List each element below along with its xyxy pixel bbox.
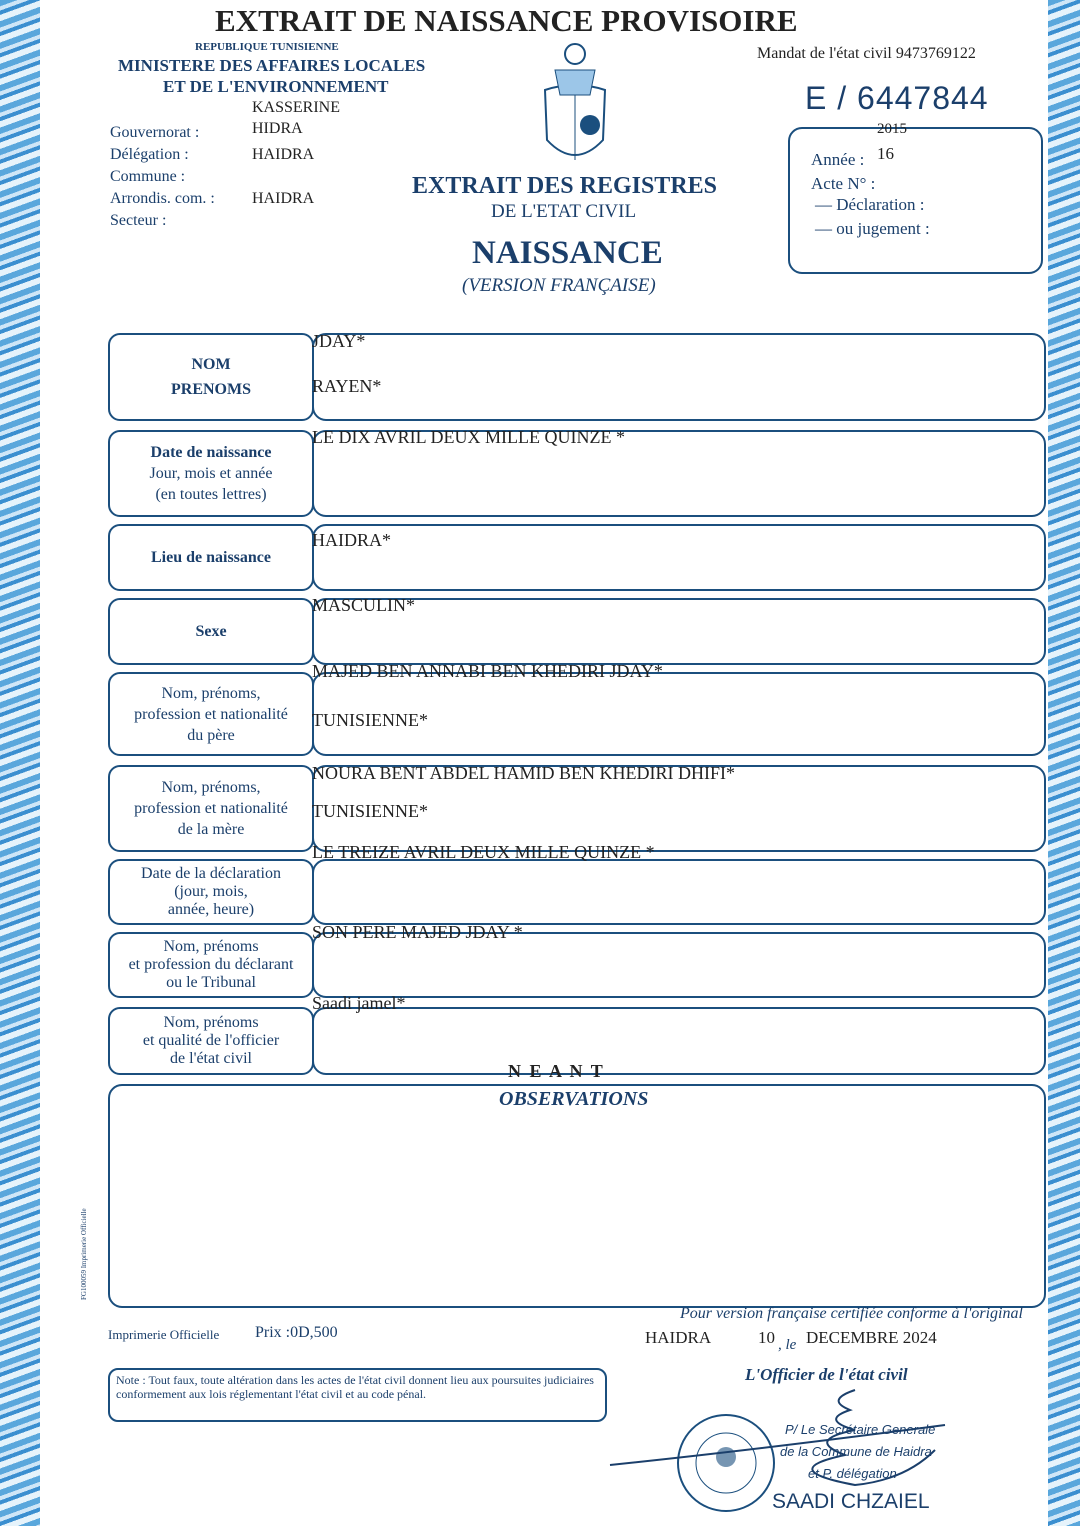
title-naissance: NAISSANCE: [472, 235, 663, 271]
date-day: 10: [758, 1328, 775, 1347]
gouvernorat-value: KASSERINE: [252, 99, 341, 116]
label-line: du père: [187, 726, 235, 744]
sexe-value: MASCULIN*: [312, 595, 416, 615]
observations-title: OBSERVATIONS: [499, 1088, 649, 1110]
label-nom-prenoms: [108, 333, 314, 421]
ministry-line1: MINISTERE DES AFFAIRES LOCALES: [118, 56, 426, 75]
decorative-border-right: [1048, 0, 1080, 1526]
label-line: profession et nationalité: [134, 800, 288, 817]
label-line: Date de la déclaration: [141, 865, 281, 882]
value-box: [312, 598, 1046, 665]
label-lieu-naissance: [108, 524, 314, 591]
label-line: Jour, mois et année: [149, 465, 273, 482]
label-line: Sexe: [195, 623, 227, 640]
title-version: (VERSION FRANÇAISE): [462, 275, 656, 296]
observations-box: [108, 1084, 1046, 1308]
label-line: de l'état civil: [170, 1050, 252, 1067]
label-line: de la mère: [177, 821, 245, 838]
ministry-line2: ET DE L'ENVIRONNEMENT: [163, 77, 389, 96]
label-date-naissance: [108, 430, 314, 517]
observations-value: N E A N T: [508, 1061, 605, 1081]
declaration-label: — Déclaration :: [815, 195, 925, 214]
serial-number: E / 6447844: [805, 80, 989, 116]
label-line: et profession du déclarant: [128, 956, 294, 973]
arrondissement-label: Arrondis. com. :: [110, 190, 215, 207]
handwritten-signature: [605, 1380, 965, 1500]
date-declaration-value: LE TREIZE AVRIL DEUX MILLE QUINZE *: [312, 842, 655, 862]
republic-label: REPUBLIQUE TUNISIENNE: [195, 41, 339, 53]
stamp-line-1: P/ Le Secrétaire Generale: [785, 1422, 936, 1437]
stamp-line-3: et P. délégation: [808, 1466, 897, 1481]
label-line: PRENOMS: [171, 381, 251, 398]
annee-label: Année :: [811, 150, 865, 169]
date-value: DECEMBRE 2024: [806, 1328, 937, 1347]
declarant-value: SON PERE MAJED JDAY *: [312, 922, 523, 942]
delegation-label: Délégation :: [110, 146, 189, 163]
label-mere: [108, 765, 314, 852]
place-value: HAIDRA: [645, 1328, 712, 1347]
prenoms-value: RAYEN*: [312, 376, 382, 396]
coat-of-arms-emblem: [535, 40, 615, 170]
value-box: [312, 859, 1046, 925]
delegation-value: HIDRA: [252, 120, 303, 137]
signatory-name: SAADI CHZAIEL: [772, 1490, 930, 1513]
officier-value: Saadi jamel*: [312, 993, 406, 1013]
label-line: Lieu de naissance: [150, 549, 271, 566]
commune-label: Commune :: [110, 168, 186, 185]
lieu-naissance-value: HAIDRA*: [312, 530, 391, 550]
mere-nationalite-value: TUNISIENNE*: [312, 801, 428, 821]
commune-value: HAIDRA: [252, 146, 315, 163]
value-box: [312, 524, 1046, 591]
value-box: [312, 333, 1046, 421]
label-sexe: [108, 598, 314, 665]
label-line: (jour, mois,: [174, 883, 248, 900]
printer-label: Imprimerie Officielle: [108, 1327, 220, 1342]
legal-note: Note : Tout faux, toute altération dans les actes de l'état civil donnent lieu aux poursuites judiciaires conformement aux lois réglementant l'état civil et au code pénal.: [108, 1368, 607, 1422]
value-box: [312, 1007, 1046, 1075]
pere-nom-value: MAJED BEN ANNABI BEN KHEDIRI JDAY*: [312, 661, 663, 681]
certified-text: Pour version française certifiée conforme à l'original: [680, 1305, 1023, 1322]
side-print-mark: FG100059 Imprimerie Officielle: [80, 1208, 88, 1300]
officer-title: L'Officier de l'état civil: [745, 1365, 908, 1384]
annee-value: 2015: [877, 121, 907, 137]
label-declarant: [108, 932, 314, 998]
arrondissement-value: HAIDRA: [252, 190, 315, 207]
label-date-declaration: [108, 859, 314, 925]
acte-label: Acte N° :: [811, 174, 876, 193]
price-label: Prix :0D,500: [255, 1324, 338, 1341]
gouvernorat-label: Gouvernorat :: [110, 124, 200, 141]
pere-nationalite-value: TUNISIENNE*: [312, 710, 428, 730]
label-line: et qualité de l'officier: [142, 1032, 280, 1049]
mere-nom-value: NOURA BENT ABDEL HAMID BEN KHEDIRI DHIFI*: [312, 763, 735, 783]
label-line: NOM: [191, 356, 231, 373]
label-pere: [108, 672, 314, 756]
secteur-label: Secteur :: [110, 212, 167, 229]
decorative-border-left: [0, 0, 40, 1526]
label-line: profession et nationalité: [134, 705, 288, 723]
label-line: (en toutes lettres): [155, 486, 267, 503]
date-le: , le: [778, 1337, 797, 1353]
nom-value: JDAY*: [312, 331, 366, 351]
label-line: Nom, prénoms,: [161, 684, 261, 702]
label-line: année, heure): [167, 901, 255, 918]
stamp-line-2: de la Commune de Haidra: [780, 1444, 932, 1459]
acte-number: 16: [877, 144, 894, 163]
label-line: ou le Tribunal: [166, 974, 256, 991]
date-naissance-value: LE DIX AVRIL DEUX MILLE QUINZE *: [312, 427, 625, 447]
label-line: Date de naissance: [150, 444, 272, 461]
mandat-number: Mandat de l'état civil 9473769122: [757, 45, 976, 62]
jugement-label: — ou jugement :: [815, 219, 930, 238]
label-officier: [108, 1007, 314, 1075]
title-registres: EXTRAIT DES REGISTRES: [412, 173, 718, 199]
label-line: Nom, prénoms: [163, 938, 259, 955]
label-line: Nom, prénoms,: [161, 779, 261, 796]
title-etat-civil: DE L'ETAT CIVIL: [491, 201, 637, 222]
label-line: Nom, prénoms: [163, 1014, 259, 1031]
overlay-title: EXTRAIT DE NAISSANCE PROVISOIRE: [215, 3, 798, 38]
